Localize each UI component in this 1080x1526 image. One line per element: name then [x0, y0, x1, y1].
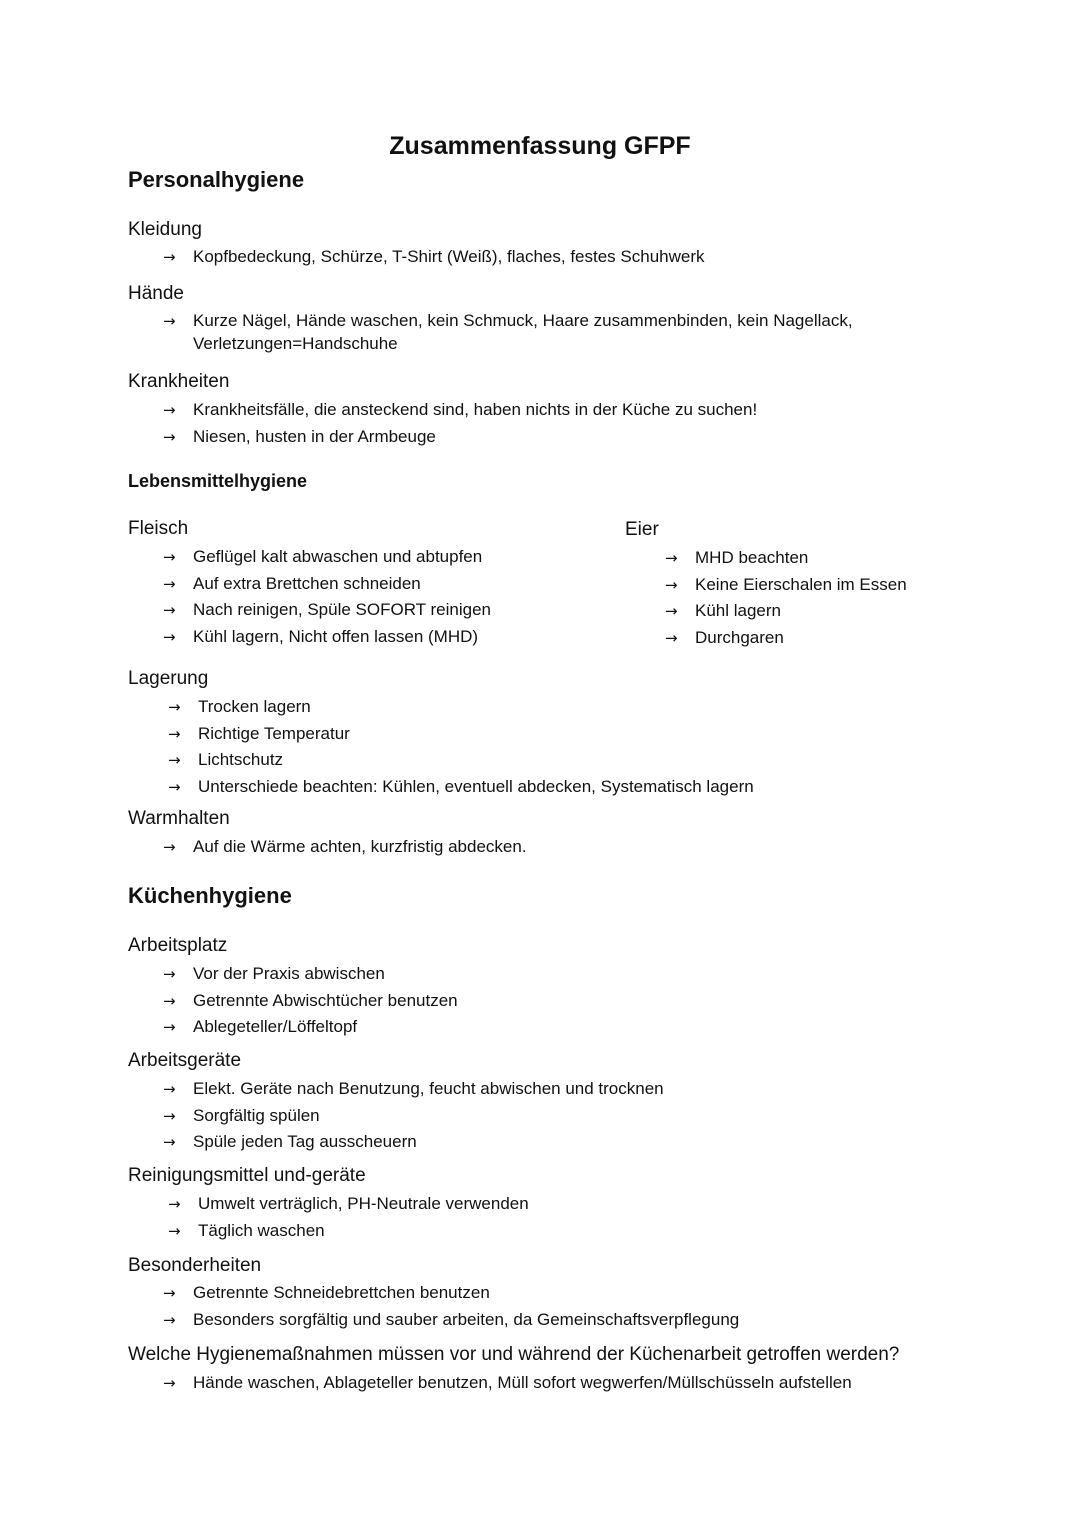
- list-item: → Durchgaren: [665, 625, 907, 652]
- arrow-right-icon: →: [163, 1080, 176, 1098]
- list-lagerung: [168, 694, 754, 800]
- label-fleisch: Fleisch: [128, 518, 189, 539]
- list-item: → Ablegeteller/Löffeltopf: [163, 1014, 458, 1041]
- list-item: → Kurze Nägel, Hände waschen, kein Schmuck, Haare zusammenbinden, kein Nagellack,: [163, 308, 853, 335]
- arrow-right-icon: →: [163, 1018, 176, 1037]
- list-item: → MHD beachten: [665, 545, 907, 572]
- arrow-right-icon: →: [168, 1195, 181, 1213]
- label-reinigungsmittel: Reinigungsmittel und-geräte: [128, 1165, 366, 1186]
- arrow-right-icon: →: [163, 401, 176, 419]
- arrow-right-icon: →: [163, 991, 176, 1010]
- list-item: → Auf die Wärme achten, kurzfristig abdecken.: [163, 834, 527, 861]
- arrow-right-icon: →: [163, 1310, 176, 1329]
- list-item: → Kühl lagern: [665, 598, 907, 625]
- label-kleidung: Kleidung: [128, 219, 202, 240]
- label-besonderheiten: Besonderheiten: [128, 1255, 262, 1276]
- list-item: → Hände waschen, Ablageteller benutzen, Müll sofort wegwerfen/Müllschüsseln aufstellen: [163, 1370, 852, 1397]
- list-item: → Besonders sorgfältig und sauber arbeiten, da Gemeinschaftsverpflegung: [163, 1307, 739, 1334]
- list-item: → Trocken lagern: [168, 694, 754, 721]
- arrow-right-icon: →: [665, 575, 678, 594]
- question-label: Welche Hygienemaßnahmen müssen vor und während der Küchenarbeit getroffen werden?: [128, 1344, 900, 1365]
- arrow-right-icon: →: [163, 1106, 176, 1125]
- arrow-right-icon: →: [163, 1133, 176, 1152]
- list-eier: [665, 545, 907, 651]
- list-item: → Lichtschutz: [168, 747, 754, 774]
- list-fleisch: [163, 544, 491, 650]
- heading-personalhygiene: Personalhygiene: [128, 167, 305, 192]
- list-item: → Krankheitsfälle, die ansteckend sind, haben nichts in der Küche zu suchen!: [163, 397, 757, 424]
- arrow-right-icon: →: [168, 751, 181, 770]
- arrow-right-icon: →: [665, 602, 678, 621]
- heading-kuechenhygiene: Küchenhygiene: [128, 883, 292, 908]
- list-item: → Vor der Praxis abwischen: [163, 961, 458, 988]
- list-reinigung: [168, 1191, 529, 1244]
- label-haende: Hände: [128, 283, 184, 304]
- arrow-right-icon: →: [168, 777, 181, 796]
- label-warmhalten: Warmhalten: [128, 808, 230, 829]
- arrow-right-icon: →: [163, 627, 176, 646]
- list-besonderheiten: [163, 1280, 739, 1333]
- label-krankheiten: Krankheiten: [128, 371, 230, 392]
- list-item: → Kopfbedeckung, Schürze, T-Shirt (Weiß), flaches, festes Schuhwerk: [163, 244, 705, 271]
- arrow-right-icon: →: [168, 698, 181, 716]
- list-krankheiten: [163, 397, 757, 450]
- arrow-right-icon: →: [163, 248, 176, 266]
- arrow-right-icon: →: [163, 1374, 176, 1392]
- list-arbeitsgeraete: [163, 1076, 664, 1156]
- list-item: → Niesen, husten in der Armbeuge: [163, 424, 757, 451]
- list-item: → Unterschiede beachten: Kühlen, eventuell abdecken, Systematisch lagern: [168, 774, 754, 801]
- list-item-continuation: Verletzungen=Handschuhe: [193, 334, 398, 353]
- list-item: → Auf extra Brettchen schneiden: [163, 571, 491, 598]
- list-item: → Richtige Temperatur: [168, 721, 754, 748]
- list-item: → Spüle jeden Tag ausscheuern: [163, 1129, 664, 1156]
- list-item: → Nach reinigen, Spüle SOFORT reinigen: [163, 597, 491, 624]
- arrow-right-icon: →: [163, 601, 176, 620]
- arrow-right-icon: →: [665, 628, 678, 647]
- arrow-right-icon: →: [665, 549, 678, 567]
- heading-lebensmittelhygiene: Lebensmittelhygiene: [128, 471, 308, 491]
- arrow-right-icon: →: [163, 838, 176, 856]
- label-lagerung: Lagerung: [128, 668, 209, 689]
- arrow-right-icon: →: [163, 427, 176, 446]
- label-eier: Eier: [625, 519, 659, 540]
- list-item: → Kühl lagern, Nicht offen lassen (MHD): [163, 624, 491, 651]
- list-arbeitsplatz: [163, 961, 458, 1041]
- list-item: → Getrennte Abwischtücher benutzen: [163, 988, 458, 1015]
- arrow-right-icon: →: [163, 312, 176, 330]
- list-item: → Keine Eierschalen im Essen: [665, 572, 907, 599]
- label-arbeitsplatz: Arbeitsplatz: [128, 935, 228, 956]
- label-arbeitsgeraete: Arbeitsgeräte: [128, 1050, 242, 1071]
- arrow-right-icon: →: [163, 548, 176, 566]
- arrow-right-icon: →: [163, 1284, 176, 1302]
- arrow-right-icon: →: [163, 965, 176, 983]
- list-item: → Sorgfältig spülen: [163, 1103, 664, 1130]
- page-title: Zusammenfassung GFPF: [389, 132, 691, 160]
- list-item: → Täglich waschen: [168, 1218, 529, 1245]
- list-item: → Elekt. Geräte nach Benutzung, feucht abwischen und trocknen: [163, 1076, 664, 1103]
- list-item: → Geflügel kalt abwaschen und abtupfen: [163, 544, 491, 571]
- list-item: → Getrennte Schneidebrettchen benutzen: [163, 1280, 739, 1307]
- arrow-right-icon: →: [168, 1221, 181, 1240]
- arrow-right-icon: →: [163, 574, 176, 593]
- list-item: → Umwelt verträglich, PH-Neutrale verwenden: [168, 1191, 529, 1218]
- arrow-right-icon: →: [168, 724, 181, 743]
